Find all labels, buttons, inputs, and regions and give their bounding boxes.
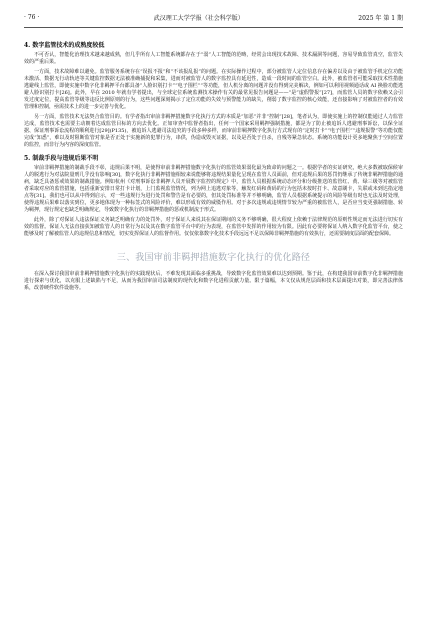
section-heading-2: 5. 制裁手段与违规后果不明 [24,155,99,162]
section-heading-1: 4. 数字监管技术的成熟度较低 [24,42,105,49]
closing-paragraph: 在深入探讨我国审前非羁押措施数字化执行的实践现状后，不难发现其面临多重挑战，导致数字化监管效果难以达到预期。鉴于此，在构建我国审前数字化非羁押措施进行探索与优化，以克服上述缺陷与不足，从而为我国审前司法制度的现代化和数字化进程贡献力量。限于篇幅，本文仅从规范层面和技术层面提出对策，即完善法律体系，改善硬件软件设施等。 [24,271,403,291]
article-body [24,36,403,612]
issue-info: 2025 年 第 1 期 [358,14,403,22]
section-1-paragraph-3: 另一方面，监管技术无法契合监管目的。有学者指出审前非羁押措施数字化执行方式的本质是“加恶”并非“控制”[28]，笔者认为，即使实施上的控制仅能通过人力监管达成，监管技术也需要主动朝着达成监管目标的方向去优化。正如审查中监督者指出，任何一个国家采用羁押强制措施，都是为了防止被追诉人逃避刑事诉讼，以保全证据、保证刑事诉讼流程的顺利进行[29](P135)，被追诉人逃避司法追究的手段多种多样，而审前非羁押数字化执行方式现有的“定时打卡”“电子围栏”“违规报警”等功能仅能完成“知悉”，难以及时阻断监管对象是否正处于实施新的犯罪行为，串供，伪造或毁灭证据，以及是否处于自杀，自残等紧急状态。系统的功能设计更多地聚焦于空间位置的监控，而非行为内容的深度监管。 [24,114,403,148]
page-header [24,6,403,28]
section-1-paragraph-2: 一方面，技术故障难以避免。监管服务系统存在“误报不报”和“不该报乱报”的问题。在实际操作过程中，部分被监管人定位信息存在偏差以及由于被监管手机定位功能未激活、数据无行动轨迹等关键监控数据无法被准确捕捉和采集，进而对被监管人的数字监控具有延迟性，造成一段时间的监管空白。此外，被监管者可能采取技术性措施逃避线上监管，即使实施中数字化非羁押平台都具备“人脸识别打卡”“电子围栏”“等功能，但人机分离的问题并没有得到完美解决，例如可以利用视频通话或 AI 换脸功能逃避人脸识别打卡[26]。此外，早在 2010 年就有学者提出，与全球定位系统监测技术操作有关的最常见报告问题是——“是”虚假警报”[27]，而监管人员的数字依赖又会引发过度定位，提高监管等级等违反比例原则的行为，这些问题深刻揭示了定位功能的失效与预警能力的缺失，削弱了数字监控的核心效能，还直接影响了对被监控者的有效管理和控制，亟需技术上的进一步完善与优化。 [24,69,403,110]
section-3-paragraph-1: 此外，除了对保证人违法保证义务缺乏明确有力的处罚外，对于保证人来说其在保证期间的义务不够明确，很大程度上依赖于法律规范的原则性规定而无法进行切实有效的监督。保证人无法直接获知被监管人的日常行为以及其在数字监管平台中的行为表现，在监管中发挥的作用较为有限。因此有必要将保证人纳入数字化监管平台，使之能够及时了解被监管人的违规信息和情况，切实发挥保证人的监督作用。仅仅依靠数字化技术手段远远不足以保障非羁押措施的有效执行，还需要制度层面的配套保障。 [24,217,403,237]
page-number: · 76 · [24,13,40,21]
part-three-title: 三、我国审前非羁押措施数字化执行的优化路径 [116,253,311,263]
journal-name: 武汉理工大学学报（社会科学版） [153,14,244,22]
header-rule [24,27,403,28]
section-2-paragraph-1: 审前非羁押措施的制裁手段不彰，违规后果不明，是使得审前非羁押措施数字化执行的监管效果弱化最为致命的问题之一。根据学者的实证研究，绝大多数被取保候审人的脱逃行为对法院量刑几乎没有影响[30]，数字化执行非羁押措施相较来说能够将违规结果量化呈现在监管人员面前，但对违规后果的惩罚仍继承了传统非羁押措施的通病，缺乏具备惩戒效果的制裁措施。例如杭州《对刑事诉讼非羁押人员开展数字监控的规定》中，监管人员根据系统动态评分和分级推送的监管红、黄、绿三级等对被监管者采取对应的监管措施，包括重新安排日常打卡计划，上门监视监管情况，列为网上追逃对象等，触发红码和黄码的行为包括未按时打卡、故意刷卡，失联或未到达指定地点等[31]。我们也可以从中得到启示，对一些违规行为进行处罚和警告是有必要的，但其处罚标准等并不够明确，监管人员根据系统提示的风险等级有时也无法及时处理，使得违规后果难以落实到位，更多地体现为一种标签式的风险评价，难以形成有效的威慑作用。对于多次违规或违规情节较为严重的被监管人，是否应当变更强制措施、转为羁押，现行规定也缺乏明确规定，导致数字化执行的非羁押措施的惩戒机制流于形式。 [24,165,403,213]
section-1-paragraph-1: 不可否认，智能化治理技术越来越成熟，但几乎所有人工智能系统都存在于“弱”人工智能的范畴，经常会出现技术故障、技术漏洞等问题，容易导致监管真空，监管失效的严重后果。 [24,52,403,65]
